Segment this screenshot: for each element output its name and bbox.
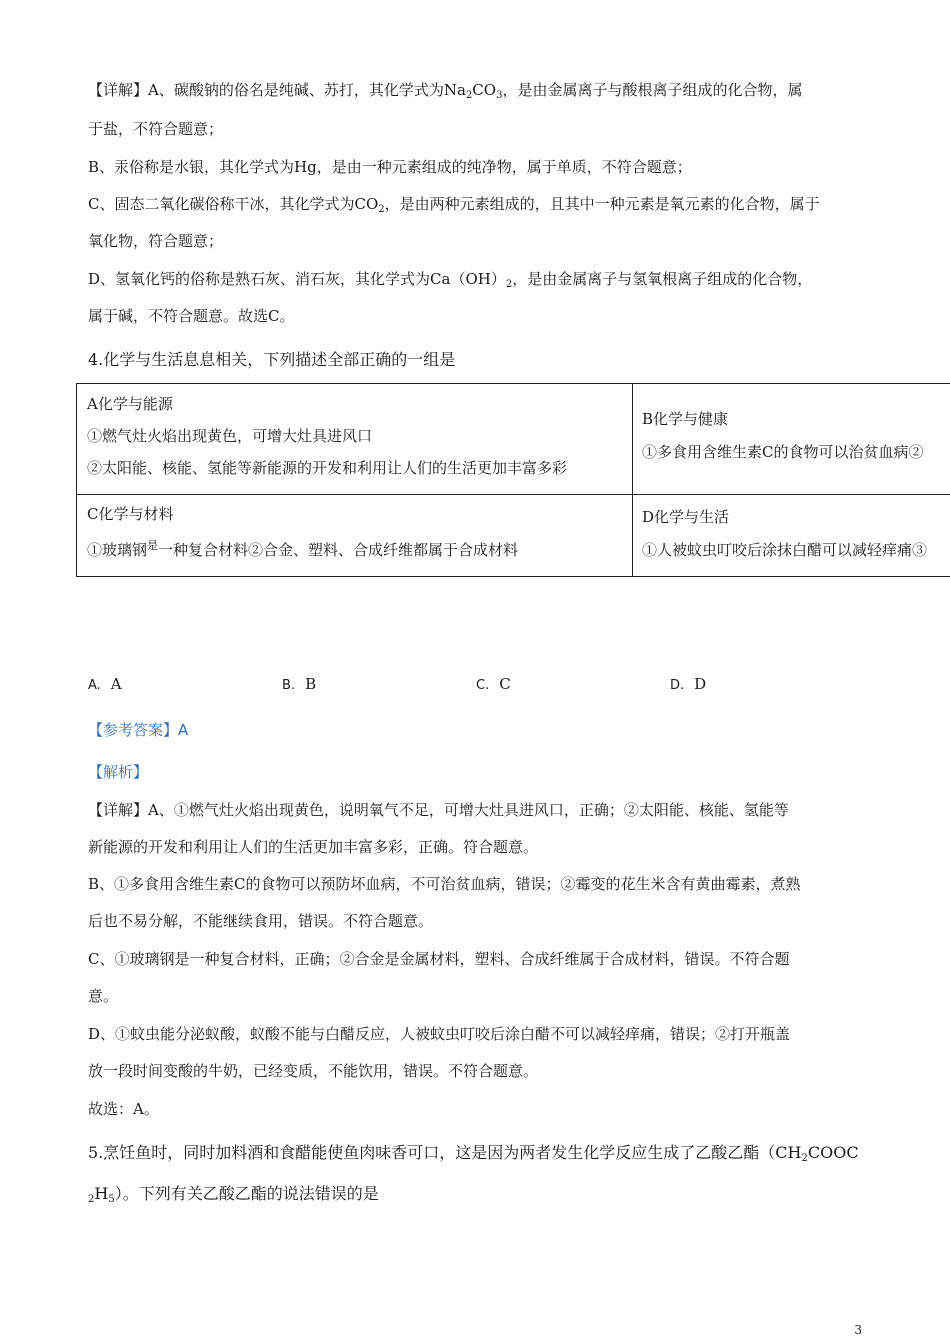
analysis-line: 放一段时间变酸的牛奶，已经变质，不能饮用，错误。不符合题意。 — [88, 1062, 539, 1080]
analysis-line: 【详解】A、①燃气灶火焰出现黄色，说明氧气不足，可增大灶具进风口，正确；②太阳能、核能、氢能等 — [88, 801, 789, 819]
option-label: A. — [88, 678, 101, 693]
question-5-stem-cont — [88, 1184, 379, 1204]
stem-text: COOC — [807, 1143, 859, 1162]
analysis-line: 新能源的开发和利用让人们的生活更加丰富多彩，正确。符合题意。 — [88, 838, 539, 856]
cell-text: 一种复合材料②合金、塑料、合成纤维都属于合成材料 — [158, 541, 519, 559]
cell-c-item-1 — [87, 540, 518, 562]
answer-line — [88, 720, 188, 740]
explain-line-c — [88, 194, 820, 214]
analysis-tag: 【解析】 — [88, 763, 149, 781]
option-c[interactable] — [476, 675, 511, 693]
option-text: B — [305, 675, 317, 693]
option-a[interactable] — [88, 675, 122, 693]
analysis-line: 意。 — [88, 987, 119, 1005]
analysis-line: D、①蚊虫能分泌蚁酸，蚁酸不能与白醋反应，人被蚊虫叮咬后涂白醋不可以减轻痒痛，错误；②打开瓶盖 — [88, 1025, 791, 1043]
answer-value: A — [178, 721, 189, 739]
subscript: 2 — [505, 279, 513, 290]
cell-c-title: C化学与材料 — [87, 505, 174, 523]
option-d[interactable] — [670, 675, 706, 693]
explain-line-a2: 于盐，不符合题意； — [88, 120, 224, 138]
explain-text: ，是由金属离子与酸根离子组成的化合物，属 — [502, 81, 803, 99]
cell-text-raised: 是 — [147, 539, 159, 552]
option-text: D — [694, 675, 707, 693]
page-number: 3 — [854, 1323, 862, 1337]
explain-line-d2: 属于碱，不符合题意。故选C。 — [88, 307, 295, 325]
cell-a-item-2: ②太阳能、核能、氢能等新能源的开发和利用让人们的生活更加丰富多彩 — [87, 459, 568, 477]
option-b[interactable] — [282, 675, 316, 693]
explain-text: C、固态二氧化碳俗称干冰，其化学式为CO — [88, 195, 379, 213]
cell-text: ①玻璃钢 — [87, 541, 148, 559]
question-5-stem — [88, 1143, 859, 1163]
subscript: 2 — [465, 90, 473, 101]
option-text: C — [499, 675, 511, 693]
cell-d-title: D化学与生活 — [642, 508, 730, 526]
explain-text: ，是由金属离子与氢氧根离子组成的化合物， — [512, 270, 813, 288]
cell-a-item-1: ①燃气灶火焰出现黄色，可增大灶具进风口 — [87, 427, 373, 445]
stem-text: H — [94, 1184, 109, 1203]
option-label: D. — [670, 678, 685, 693]
subscript: 5 — [108, 1194, 115, 1205]
explain-line-d — [88, 269, 812, 289]
analysis-line: C、①玻璃钢是一种复合材料，正确；②合金是金属材料，塑料、合成纤维属于合成材料，错误。不符合题 — [88, 950, 790, 968]
stem-text: ）。下列有关乙酸乙酯的说法错误的是 — [114, 1184, 379, 1203]
option-text: A — [110, 675, 122, 693]
explain-text: D、氢氧化钙的俗称是熟石灰、消石灰，其化学式为Ca（OH） — [88, 270, 506, 288]
explain-line-b: B、汞俗称是水银，其化学式为Hg，是由一种元素组成的纯净物，属于单质，不符合题意； — [88, 158, 692, 176]
cell-d-item-1: ①人被蚊虫叮咬后涂抹白醋可以减轻痒痛③ — [642, 541, 928, 559]
option-label: C. — [476, 678, 490, 693]
subscript: 2 — [88, 1194, 95, 1205]
explain-line-c2: 氧化物，符合题意； — [88, 232, 224, 250]
cell-a-title: A化学与能源 — [87, 395, 173, 413]
answer-tag: 【参考答案】 — [88, 721, 179, 739]
stem-text: 5.烹饪鱼时，同时加料酒和食醋能使鱼肉味香可口，这是因为两者发生化学反应生成了乙酸乙酯（CH — [88, 1143, 802, 1162]
option-label: B. — [282, 678, 296, 693]
subscript: 3 — [496, 90, 503, 101]
question-4-table — [76, 383, 950, 577]
question-4-stem: 4.化学与生活息息相关，下列描述全部正确的一组是 — [88, 350, 456, 369]
subscript: 2 — [801, 1153, 808, 1164]
table-divider-horizontal — [77, 494, 950, 495]
cell-b-item-1: ①多食用含维生素C的食物可以治贫血病② — [642, 443, 924, 461]
cell-b-title: B化学与健康 — [642, 410, 729, 428]
table-divider-vertical — [632, 384, 633, 576]
analysis-line: 后也不易分解，不能继续食用，错误。不符合题意。 — [88, 912, 434, 930]
explain-line-a — [88, 80, 802, 100]
explain-text: 【详解】A、碳酸钠的俗名是纯碱、苏打，其化学式为Na — [88, 81, 466, 99]
analysis-line: 故选：A。 — [88, 1100, 159, 1118]
explain-text: CO — [472, 81, 497, 99]
subscript: 2 — [378, 204, 385, 215]
explain-text: ，是由两种元素组成的，且其中一种元素是氧元素的化合物，属于 — [384, 195, 820, 213]
analysis-line: B、①多食用含维生素C的食物可以预防坏血病，不可治贫血病，错误；②霉变的花生米含有黄曲霉素，煮熟 — [88, 875, 801, 893]
